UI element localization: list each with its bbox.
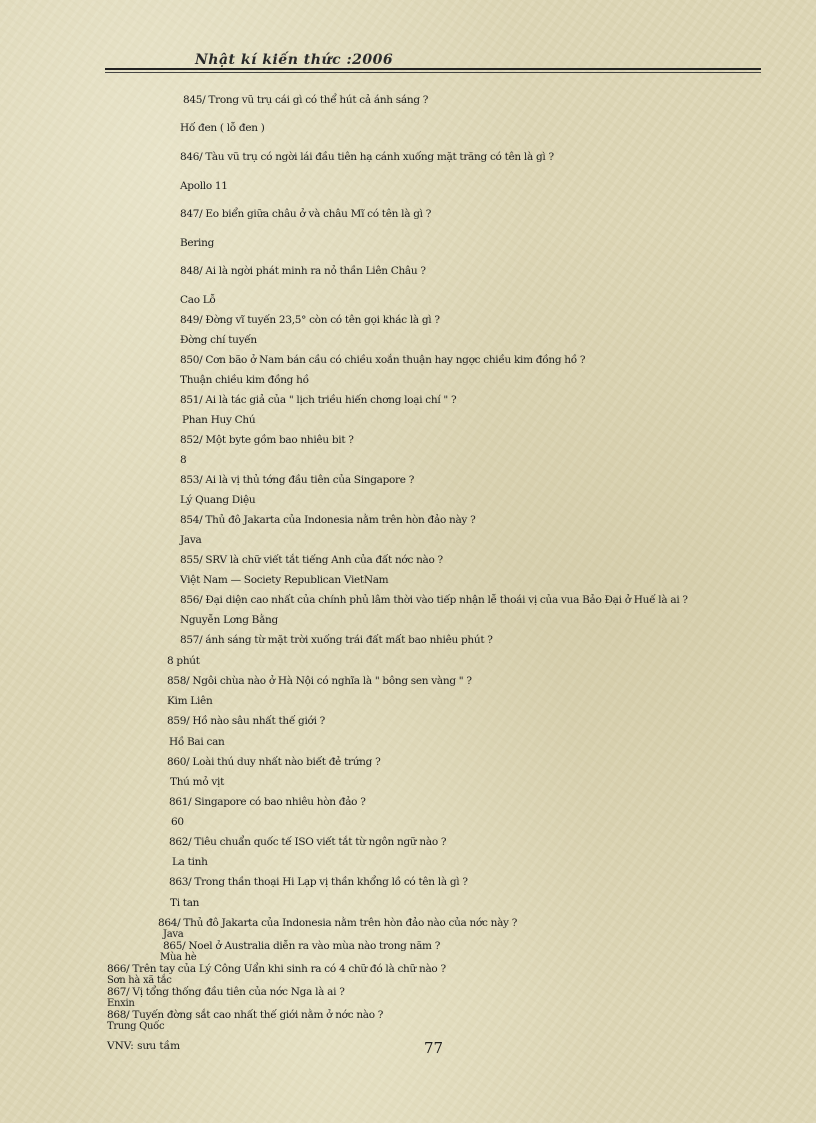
answer-860: Thú mỏ vịt bbox=[170, 776, 224, 788]
question-856: 856/ Đại diện cao nhất của chính phủ lâm thời vào tiếp nhận lễ thoái vị của vua Bảo Đại ở Huế là ai ? bbox=[180, 594, 688, 606]
question-846: 846/ Tàu vũ trụ có ngời lái đầu tiên hạ cánh xuống mặt trăng có tên là gì ? bbox=[180, 151, 554, 163]
author-credit: VNV: sưu tầm bbox=[107, 1040, 181, 1052]
question-852: 852/ Một byte gồm bao nhiêu bit ? bbox=[180, 434, 354, 446]
answer-863: Ti tan bbox=[170, 897, 200, 909]
question-847: 847/ Eo biển giữa châu ở và châu Mĩ có tên là gì ? bbox=[180, 208, 432, 220]
header-rule bbox=[105, 68, 761, 70]
answer-856: Nguyễn Lơng Bằng bbox=[180, 614, 278, 626]
question-862: 862/ Tiêu chuẩn quốc tế ISO viết tắt từ ngôn ngữ nào ? bbox=[169, 836, 447, 848]
question-860: 860/ Loài thú duy nhất nào biết đẻ trứng ? bbox=[167, 756, 381, 768]
answer-861: 60 bbox=[171, 816, 184, 828]
answer-850: Thuận chiều kim đồng hồ bbox=[180, 374, 309, 386]
question-857: 857/ ánh sáng từ mặt trời xuống trái đất mất bao nhiêu phút ? bbox=[180, 634, 493, 646]
question-867: 867/ Vị tổng thống đầu tiên của nớc Nga là ai ? bbox=[107, 986, 345, 998]
answer-864: Java bbox=[163, 929, 184, 940]
answer-846: Apollo 11 bbox=[180, 180, 228, 192]
question-848: 848/ Ai là ngời phát minh ra nỏ thần Liên Châu ? bbox=[180, 265, 426, 277]
answer-865: Mùa hè bbox=[160, 952, 197, 963]
question-855: 855/ SRV là chữ viết tắt tiếng Anh của đất nớc nào ? bbox=[180, 554, 443, 566]
page-header-title: Nhật kí kiến thức :2006 bbox=[195, 52, 394, 68]
question-849: 849/ Đờng vĩ tuyến 23,5° còn có tên gọi khác là gì ? bbox=[180, 314, 440, 326]
question-868: 868/ Tuyến đờng sắt cao nhất thế giới nằm ở nớc nào ? bbox=[107, 1009, 384, 1021]
question-864: 864/ Thủ đô Jakarta của Indonesia nằm trên hòn đảo nào của nớc này ? bbox=[158, 917, 518, 929]
answer-866: Sơn hà xã tắc bbox=[107, 975, 172, 986]
page-number: 77 bbox=[424, 1039, 444, 1057]
answer-851: Phan Huy Chú bbox=[182, 414, 256, 426]
question-854: 854/ Thủ đô Jakarta của Indonesia nằm trên hòn đảo này ? bbox=[180, 514, 476, 526]
answer-847: Bering bbox=[180, 237, 214, 249]
question-850: 850/ Cơn bão ở Nam bán cầu có chiều xoắn thuận hay ngợc chiều kim đồng hồ ? bbox=[180, 354, 586, 366]
question-851: 851/ Ai là tác giả của " lịch triều hiến chơng loại chí " ? bbox=[180, 394, 457, 406]
question-859: 859/ Hồ nào sâu nhất thế giới ? bbox=[167, 715, 325, 727]
question-853: 853/ Ai là vị thủ tớng đầu tiên của Singapore ? bbox=[180, 474, 415, 486]
answer-845: Hố đen ( lỗ đen ) bbox=[180, 122, 265, 134]
question-863: 863/ Trong thần thoại Hi Lạp vị thần khổng lồ có tên là gì ? bbox=[169, 876, 468, 888]
question-861: 861/ Singapore có bao nhiêu hòn đảo ? bbox=[169, 796, 366, 808]
answer-852: 8 bbox=[180, 454, 187, 466]
question-845: 845/ Trong vũ trụ cái gì có thể hút cả ánh sáng ? bbox=[183, 94, 429, 106]
header-rule-thin bbox=[105, 72, 761, 73]
answer-853: Lý Quang Diệu bbox=[180, 494, 256, 506]
question-858: 858/ Ngôi chùa nào ở Hà Nội có nghĩa là " bông sen vàng " ? bbox=[167, 675, 472, 687]
answer-849: Đờng chí tuyến bbox=[180, 334, 257, 346]
answer-867: Enxin bbox=[107, 998, 135, 1009]
answer-868: Trung Quốc bbox=[107, 1021, 165, 1032]
answer-859: Hồ Bai can bbox=[169, 736, 225, 748]
answer-848: Cao Lỗ bbox=[180, 294, 216, 306]
answer-862: La tinh bbox=[172, 856, 208, 868]
question-865: 865/ Noel ở Australia diễn ra vào mùa nào trong năm ? bbox=[163, 940, 441, 952]
question-866: 866/ Trên tay của Lý Công Uẩn khi sinh ra có 4 chữ đó là chữ nào ? bbox=[107, 963, 446, 975]
answer-854: Java bbox=[180, 534, 202, 546]
answer-855: Việt Nam — Society Republican VietNam bbox=[180, 574, 389, 586]
answer-857: 8 phút bbox=[167, 655, 200, 667]
answer-858: Kim Liên bbox=[167, 695, 213, 707]
